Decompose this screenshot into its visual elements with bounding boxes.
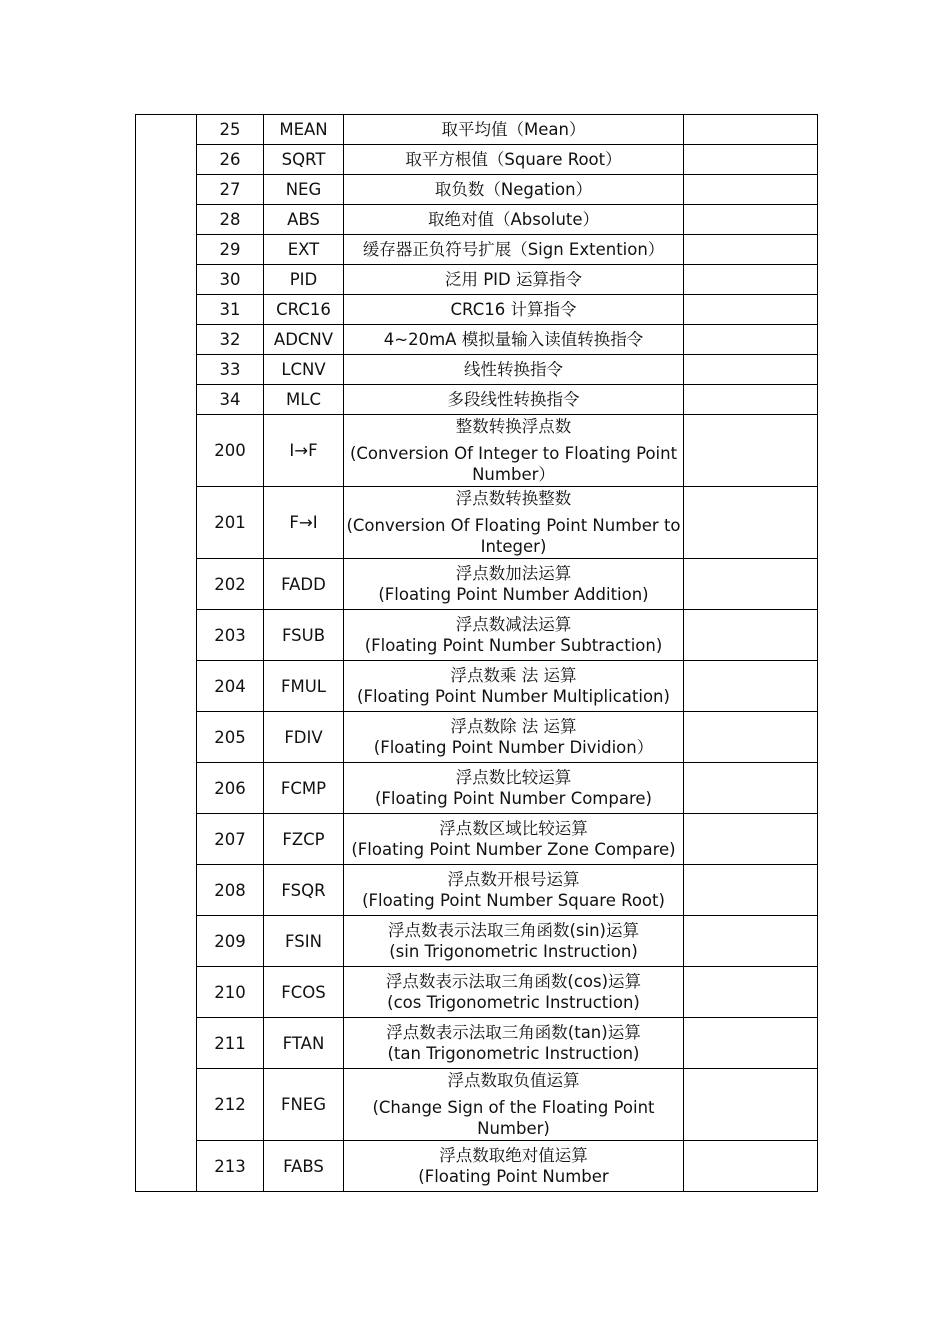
table-row <box>136 712 818 763</box>
instruction-mnemonic: FZCP <box>264 814 344 865</box>
description-cn: 浮点数表示法取三角函数(cos)运算 <box>385 972 642 991</box>
instruction-number: 201 <box>197 487 264 559</box>
instruction-number: 204 <box>197 661 264 712</box>
table-row <box>136 415 818 487</box>
table-row <box>136 235 818 265</box>
remark-cell <box>684 1018 818 1069</box>
description-en: (Floating Point Number <box>418 1167 609 1186</box>
instruction-number: 200 <box>197 415 264 487</box>
instruction-mnemonic: FSIN <box>264 916 344 967</box>
instruction-description <box>344 295 684 325</box>
table-row <box>136 610 818 661</box>
instruction-description <box>344 1069 684 1141</box>
description-en: (sin Trigonometric Instruction) <box>389 942 638 961</box>
remark-cell <box>684 661 818 712</box>
table-row <box>136 205 818 235</box>
instruction-description <box>344 205 684 235</box>
remark-cell <box>684 115 818 145</box>
instruction-mnemonic: FMUL <box>264 661 344 712</box>
description-cn: 取平方根值（Square Root） <box>405 150 622 169</box>
description-cn: 浮点数比较运算 <box>455 768 572 787</box>
description-cn: 取绝对值（Absolute） <box>427 210 600 229</box>
instruction-description <box>344 610 684 661</box>
table-row <box>136 145 818 175</box>
table-row <box>136 967 818 1018</box>
instruction-description <box>344 661 684 712</box>
table-row <box>136 325 818 355</box>
instruction-number: 30 <box>197 265 264 295</box>
table-row <box>136 1018 818 1069</box>
description-en: (Conversion Of Integer to Floating Point Number） <box>349 444 678 484</box>
instruction-description <box>344 325 684 355</box>
description-cn: 取负数（Negation） <box>434 180 593 199</box>
instruction-number: 34 <box>197 385 264 415</box>
instruction-number: 208 <box>197 865 264 916</box>
remark-cell <box>684 385 818 415</box>
description-cn: 取平均值（Mean） <box>441 120 586 139</box>
instruction-mnemonic: PID <box>264 265 344 295</box>
instruction-number: 209 <box>197 916 264 967</box>
instruction-description <box>344 235 684 265</box>
description-en: (Change Sign of the Floating Point Number) <box>372 1098 655 1138</box>
instruction-number: 206 <box>197 763 264 814</box>
instruction-number: 28 <box>197 205 264 235</box>
description-cn: 浮点数区域比较运算 <box>439 819 588 838</box>
instruction-mnemonic: ADCNV <box>264 325 344 355</box>
description-en: (Conversion Of Floating Point Number to Integer) <box>346 516 681 556</box>
instruction-description <box>344 814 684 865</box>
instruction-table <box>135 114 818 1192</box>
instruction-mnemonic: FDIV <box>264 712 344 763</box>
table-row <box>136 265 818 295</box>
instruction-description <box>344 415 684 487</box>
instruction-mnemonic: MLC <box>264 385 344 415</box>
instruction-mnemonic: FCOS <box>264 967 344 1018</box>
remark-cell <box>684 1069 818 1141</box>
instruction-number: 207 <box>197 814 264 865</box>
description-en: (Floating Point Number Multiplication) <box>357 687 670 706</box>
instruction-description <box>344 1018 684 1069</box>
table-row <box>136 865 818 916</box>
instruction-mnemonic: LCNV <box>264 355 344 385</box>
table-row <box>136 295 818 325</box>
instruction-description <box>344 1141 684 1192</box>
instruction-mnemonic: EXT <box>264 235 344 265</box>
description-en: (Floating Point Number Subtraction) <box>364 636 663 655</box>
instruction-mnemonic: NEG <box>264 175 344 205</box>
table-row <box>136 1141 818 1192</box>
instruction-description <box>344 145 684 175</box>
table-row <box>136 1069 818 1141</box>
instruction-description <box>344 355 684 385</box>
instruction-number: 205 <box>197 712 264 763</box>
instruction-number: 211 <box>197 1018 264 1069</box>
description-cn: 浮点数减法运算 <box>455 615 572 634</box>
description-cn: 多段线性转换指令 <box>447 390 580 409</box>
remark-cell <box>684 967 818 1018</box>
description-cn: 泛用 PID 运算指令 <box>444 270 582 289</box>
remark-cell <box>684 712 818 763</box>
table-row <box>136 559 818 610</box>
instruction-number: 33 <box>197 355 264 385</box>
instruction-description <box>344 559 684 610</box>
instruction-number: 27 <box>197 175 264 205</box>
description-cn: 浮点数取负值运算 <box>447 1071 580 1090</box>
instruction-description <box>344 712 684 763</box>
description-en: (tan Trigonometric Instruction) <box>387 1044 640 1063</box>
instruction-number: 210 <box>197 967 264 1018</box>
instruction-number: 212 <box>197 1069 264 1141</box>
instruction-mnemonic: FABS <box>264 1141 344 1192</box>
table-row <box>136 763 818 814</box>
description-cn: 浮点数除 法 运算 <box>450 717 577 736</box>
instruction-mnemonic: F→I <box>264 487 344 559</box>
description-cn: 浮点数乘 法 运算 <box>450 666 577 685</box>
description-en: (Floating Point Number Zone Compare) <box>351 840 676 859</box>
remark-cell <box>684 763 818 814</box>
remark-cell <box>684 559 818 610</box>
remark-cell <box>684 610 818 661</box>
remark-cell <box>684 916 818 967</box>
description-en: (Floating Point Number Dividion） <box>373 738 654 757</box>
table-row <box>136 661 818 712</box>
remark-cell <box>684 175 818 205</box>
remark-cell <box>684 865 818 916</box>
instruction-mnemonic: FNEG <box>264 1069 344 1141</box>
table-row <box>136 814 818 865</box>
instruction-mnemonic: FSUB <box>264 610 344 661</box>
remark-cell <box>684 1141 818 1192</box>
instruction-description <box>344 265 684 295</box>
description-cn: 浮点数取绝对值运算 <box>439 1146 588 1165</box>
table-row <box>136 385 818 415</box>
description-en: (cos Trigonometric Instruction) <box>387 993 640 1012</box>
instruction-description <box>344 763 684 814</box>
remark-cell <box>684 295 818 325</box>
remark-cell <box>684 814 818 865</box>
instruction-number: 29 <box>197 235 264 265</box>
table-row <box>136 175 818 205</box>
instruction-description <box>344 916 684 967</box>
instruction-description <box>344 865 684 916</box>
table-row <box>136 916 818 967</box>
instruction-mnemonic: FCMP <box>264 763 344 814</box>
description-cn: 4~20mA 模拟量输入读值转换指令 <box>383 330 644 349</box>
instruction-mnemonic: FADD <box>264 559 344 610</box>
instruction-description <box>344 967 684 1018</box>
instruction-number: 203 <box>197 610 264 661</box>
description-cn: 缓存器正负符号扩展（Sign Extention） <box>362 240 665 259</box>
remark-cell <box>684 205 818 235</box>
instruction-description <box>344 175 684 205</box>
instruction-mnemonic: FSQR <box>264 865 344 916</box>
remark-cell <box>684 325 818 355</box>
table-row <box>136 487 818 559</box>
instruction-mnemonic: SQRT <box>264 145 344 175</box>
instruction-number: 31 <box>197 295 264 325</box>
instruction-number: 32 <box>197 325 264 355</box>
description-cn: 浮点数加法运算 <box>455 564 572 583</box>
description-cn: 整数转换浮点数 <box>455 417 572 436</box>
description-cn: CRC16 计算指令 <box>450 300 577 319</box>
remark-cell <box>684 145 818 175</box>
table-row <box>136 355 818 385</box>
remark-cell <box>684 265 818 295</box>
description-cn: 线性转换指令 <box>464 360 563 379</box>
remark-cell <box>684 235 818 265</box>
description-en: (Floating Point Number Addition) <box>378 585 649 604</box>
description-cn: 浮点数表示法取三角函数(sin)运算 <box>387 921 639 940</box>
category-cell <box>136 115 197 1192</box>
description-cn: 浮点数转换整数 <box>455 489 572 508</box>
instruction-mnemonic: ABS <box>264 205 344 235</box>
table-row <box>136 115 818 145</box>
instruction-mnemonic: FTAN <box>264 1018 344 1069</box>
instruction-description <box>344 115 684 145</box>
instruction-number: 25 <box>197 115 264 145</box>
instruction-number: 213 <box>197 1141 264 1192</box>
instruction-number: 202 <box>197 559 264 610</box>
instruction-mnemonic: I→F <box>264 415 344 487</box>
remark-cell <box>684 355 818 385</box>
description-en: (Floating Point Number Compare) <box>375 789 652 808</box>
instruction-description <box>344 385 684 415</box>
instruction-mnemonic: CRC16 <box>264 295 344 325</box>
description-cn: 浮点数表示法取三角函数(tan)运算 <box>386 1023 641 1042</box>
instruction-number: 26 <box>197 145 264 175</box>
description-cn: 浮点数开根号运算 <box>447 870 580 889</box>
description-en: (Floating Point Number Square Root) <box>362 891 665 910</box>
instruction-description <box>344 487 684 559</box>
remark-cell <box>684 415 818 487</box>
remark-cell <box>684 487 818 559</box>
instruction-mnemonic: MEAN <box>264 115 344 145</box>
